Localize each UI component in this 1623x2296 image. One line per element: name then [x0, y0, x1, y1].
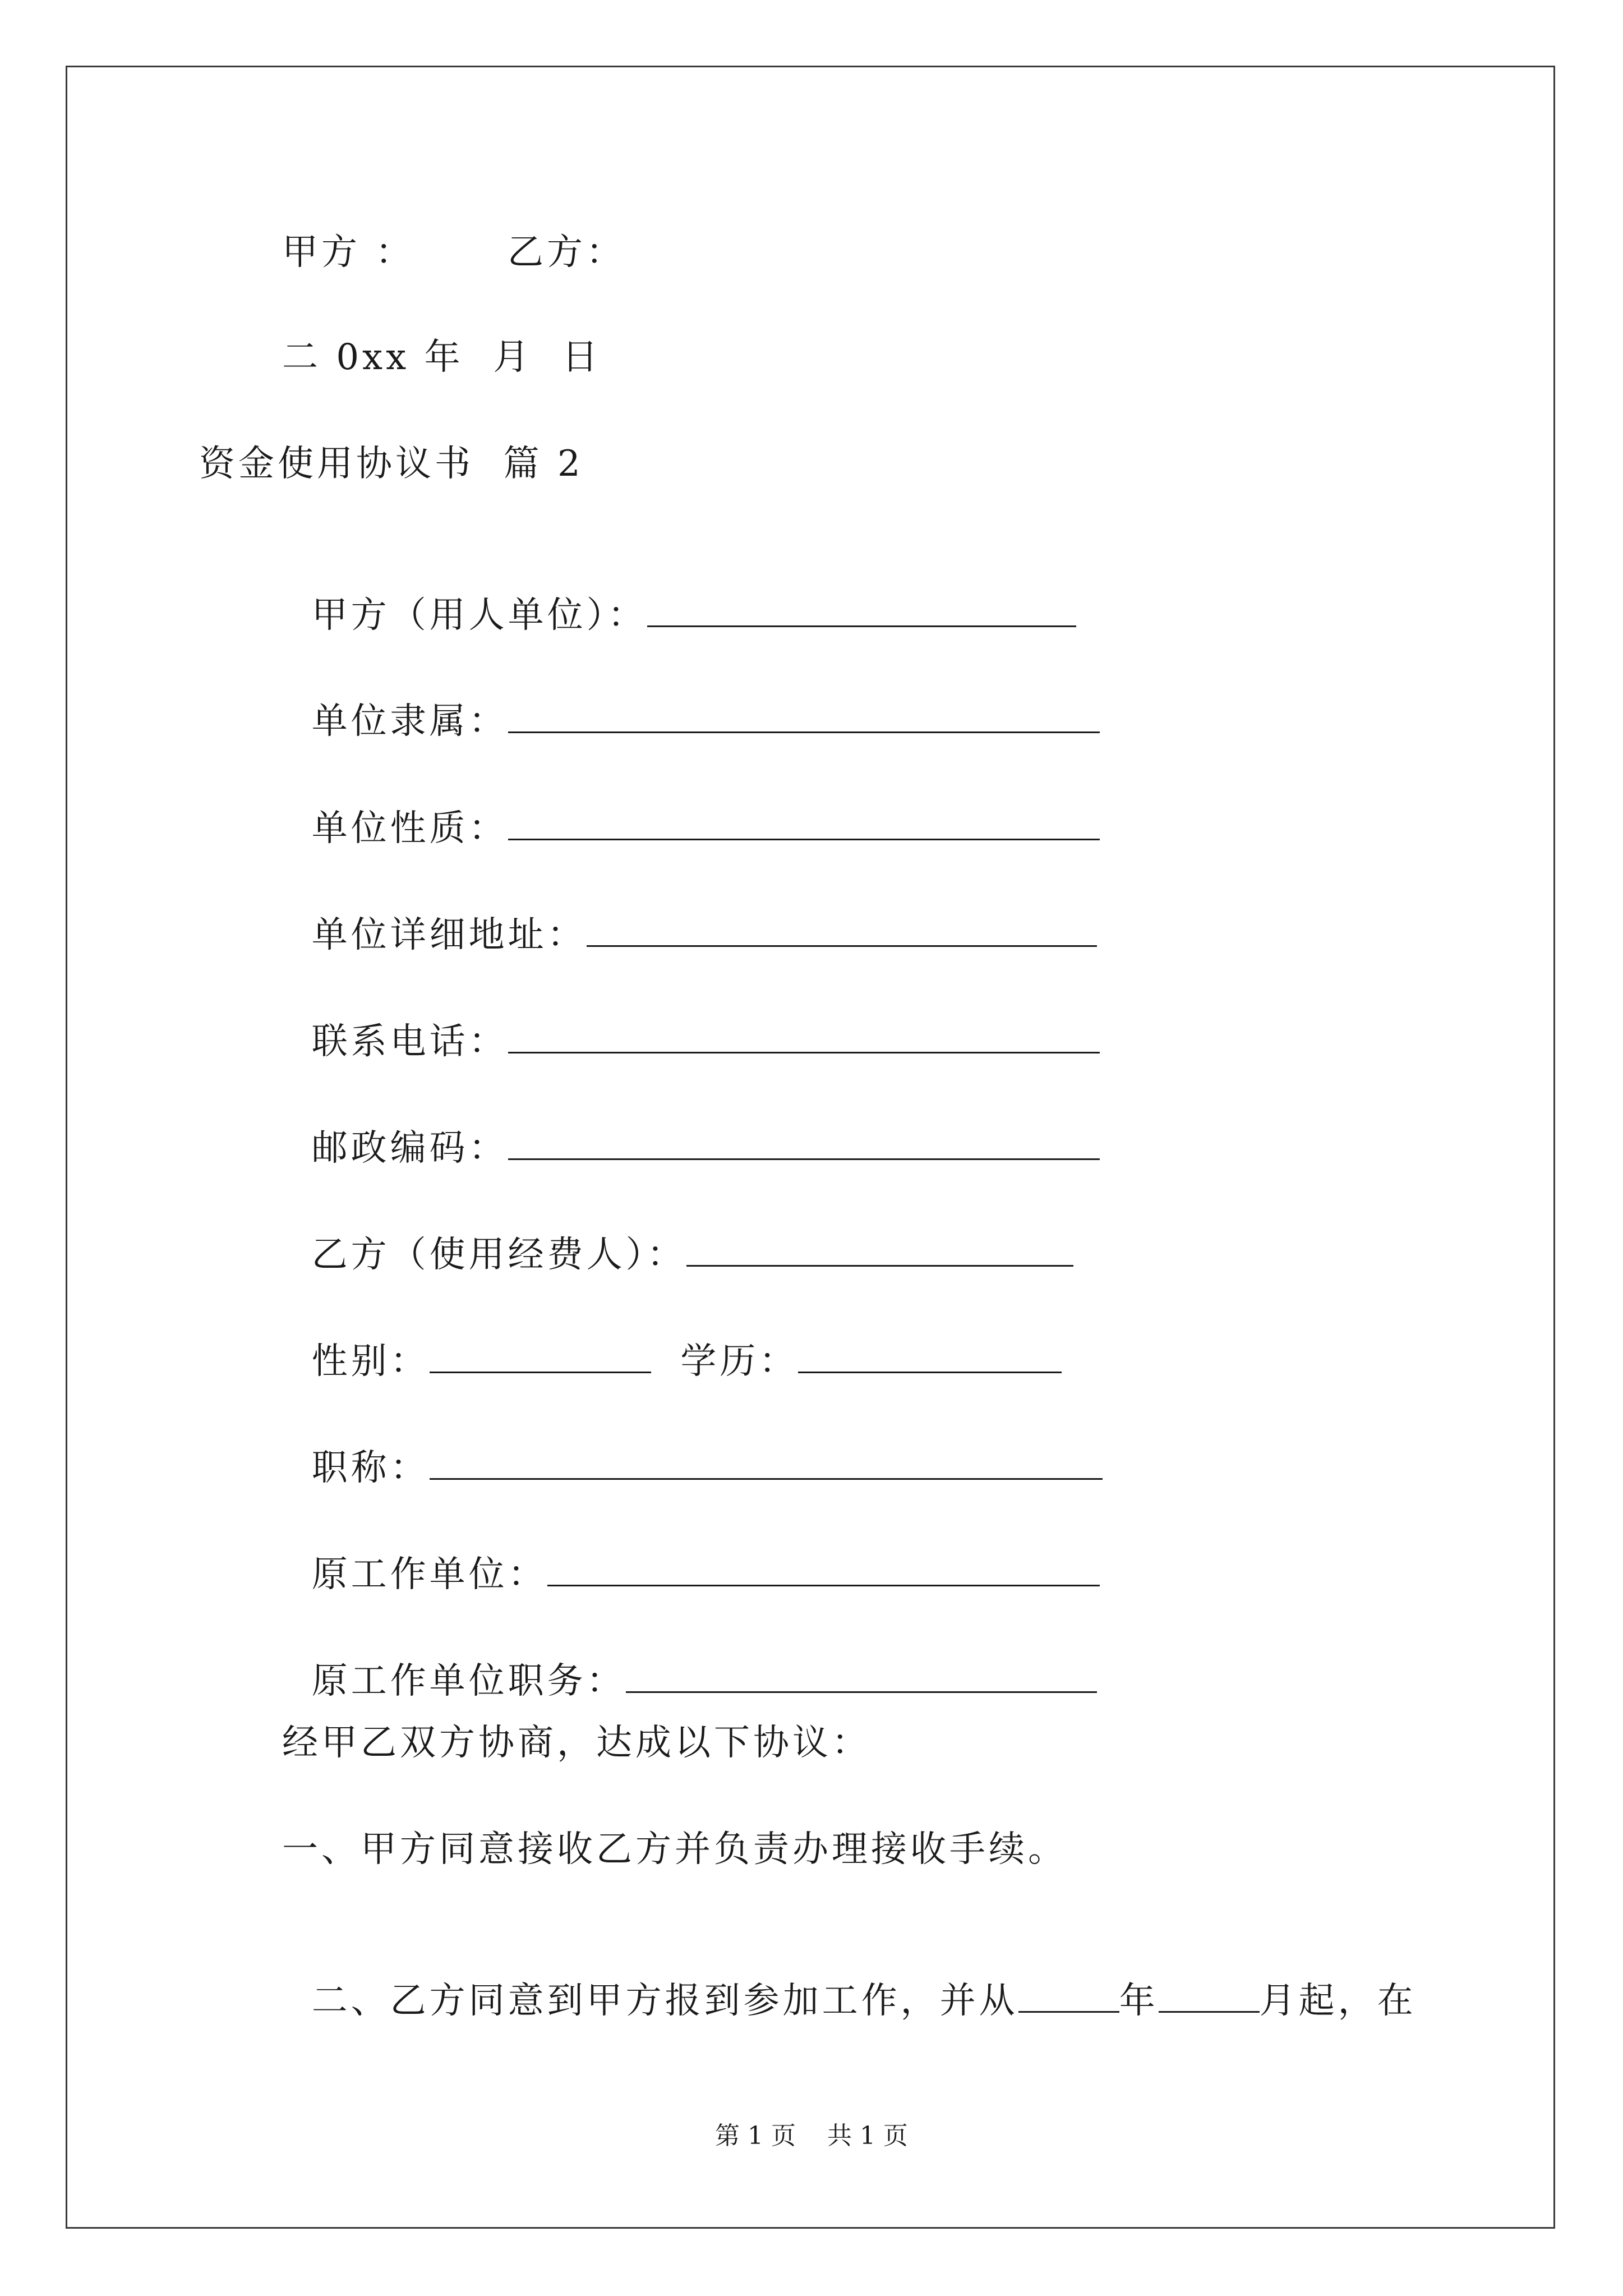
date-line: 二 0xx 年 月 日: [282, 337, 601, 378]
former-unit-label: 原工作单位：: [311, 1554, 547, 1595]
address-blank[interactable]: [587, 913, 1097, 947]
party-a-label: 甲方 ：: [282, 232, 415, 273]
education-blank[interactable]: [798, 1339, 1062, 1373]
nature-blank[interactable]: [508, 806, 1100, 840]
clause-2-month: 月起，在: [1259, 1980, 1417, 2022]
former-unit-field: [282, 1507, 1100, 1597]
title-blank[interactable]: [430, 1446, 1103, 1480]
affiliation-blank[interactable]: [508, 699, 1100, 733]
former-position-field: [282, 1614, 1097, 1704]
user-label: 乙方（使用经费人）：: [311, 1234, 686, 1276]
employer-blank[interactable]: [647, 593, 1076, 627]
postcode-blank[interactable]: [508, 1126, 1100, 1160]
clause-2-month-blank[interactable]: [1159, 1978, 1260, 2013]
postcode-label: 邮政编码：: [311, 1128, 508, 1169]
clause-2-year-blank[interactable]: [1018, 1978, 1119, 2013]
gender-education-field: [282, 1294, 1062, 1384]
title-label: 职称：: [311, 1447, 430, 1489]
address-label: 单位详细地址：: [311, 914, 587, 956]
clause-2-start: 二、乙方同意到甲方报到参加工作，并从: [311, 1980, 1018, 2022]
title-field: [282, 1401, 1103, 1490]
gender-blank[interactable]: [430, 1339, 651, 1373]
employer-field: [282, 548, 1076, 638]
education-label: 学历：: [680, 1341, 799, 1382]
affiliation-label: 单位隶属：: [311, 701, 508, 742]
user-field: [282, 1188, 1073, 1277]
nature-field: [282, 761, 1100, 851]
former-unit-blank[interactable]: [547, 1552, 1100, 1586]
former-position-label: 原工作单位职务：: [311, 1660, 626, 1702]
section-title: 资金使用协议书 篇 2: [199, 443, 584, 485]
party-b-label: 乙方：: [508, 232, 625, 273]
clause-1: 一、甲方同意接收乙方并负责办理接收手续。: [282, 1829, 1067, 1870]
phone-blank[interactable]: [508, 1019, 1100, 1053]
clause-2: [282, 1934, 1417, 2023]
nature-label: 单位性质：: [311, 808, 508, 849]
address-field: [282, 868, 1097, 958]
clause-2-year: 年: [1119, 1980, 1159, 2022]
affiliation-field: [282, 654, 1100, 744]
page-footer: 第 1 页 共 1 页: [715, 2122, 908, 2150]
employer-label: 甲方（用人单位）：: [311, 595, 647, 636]
user-blank[interactable]: [686, 1232, 1073, 1267]
phone-field: [282, 974, 1100, 1064]
intro-paragraph: 经甲乙双方协商，达成以下协议：: [282, 1722, 871, 1764]
phone-label: 联系电话：: [311, 1021, 508, 1062]
former-position-blank[interactable]: [626, 1659, 1097, 1693]
gender-label: 性别：: [311, 1341, 430, 1382]
postcode-field: [282, 1081, 1100, 1171]
